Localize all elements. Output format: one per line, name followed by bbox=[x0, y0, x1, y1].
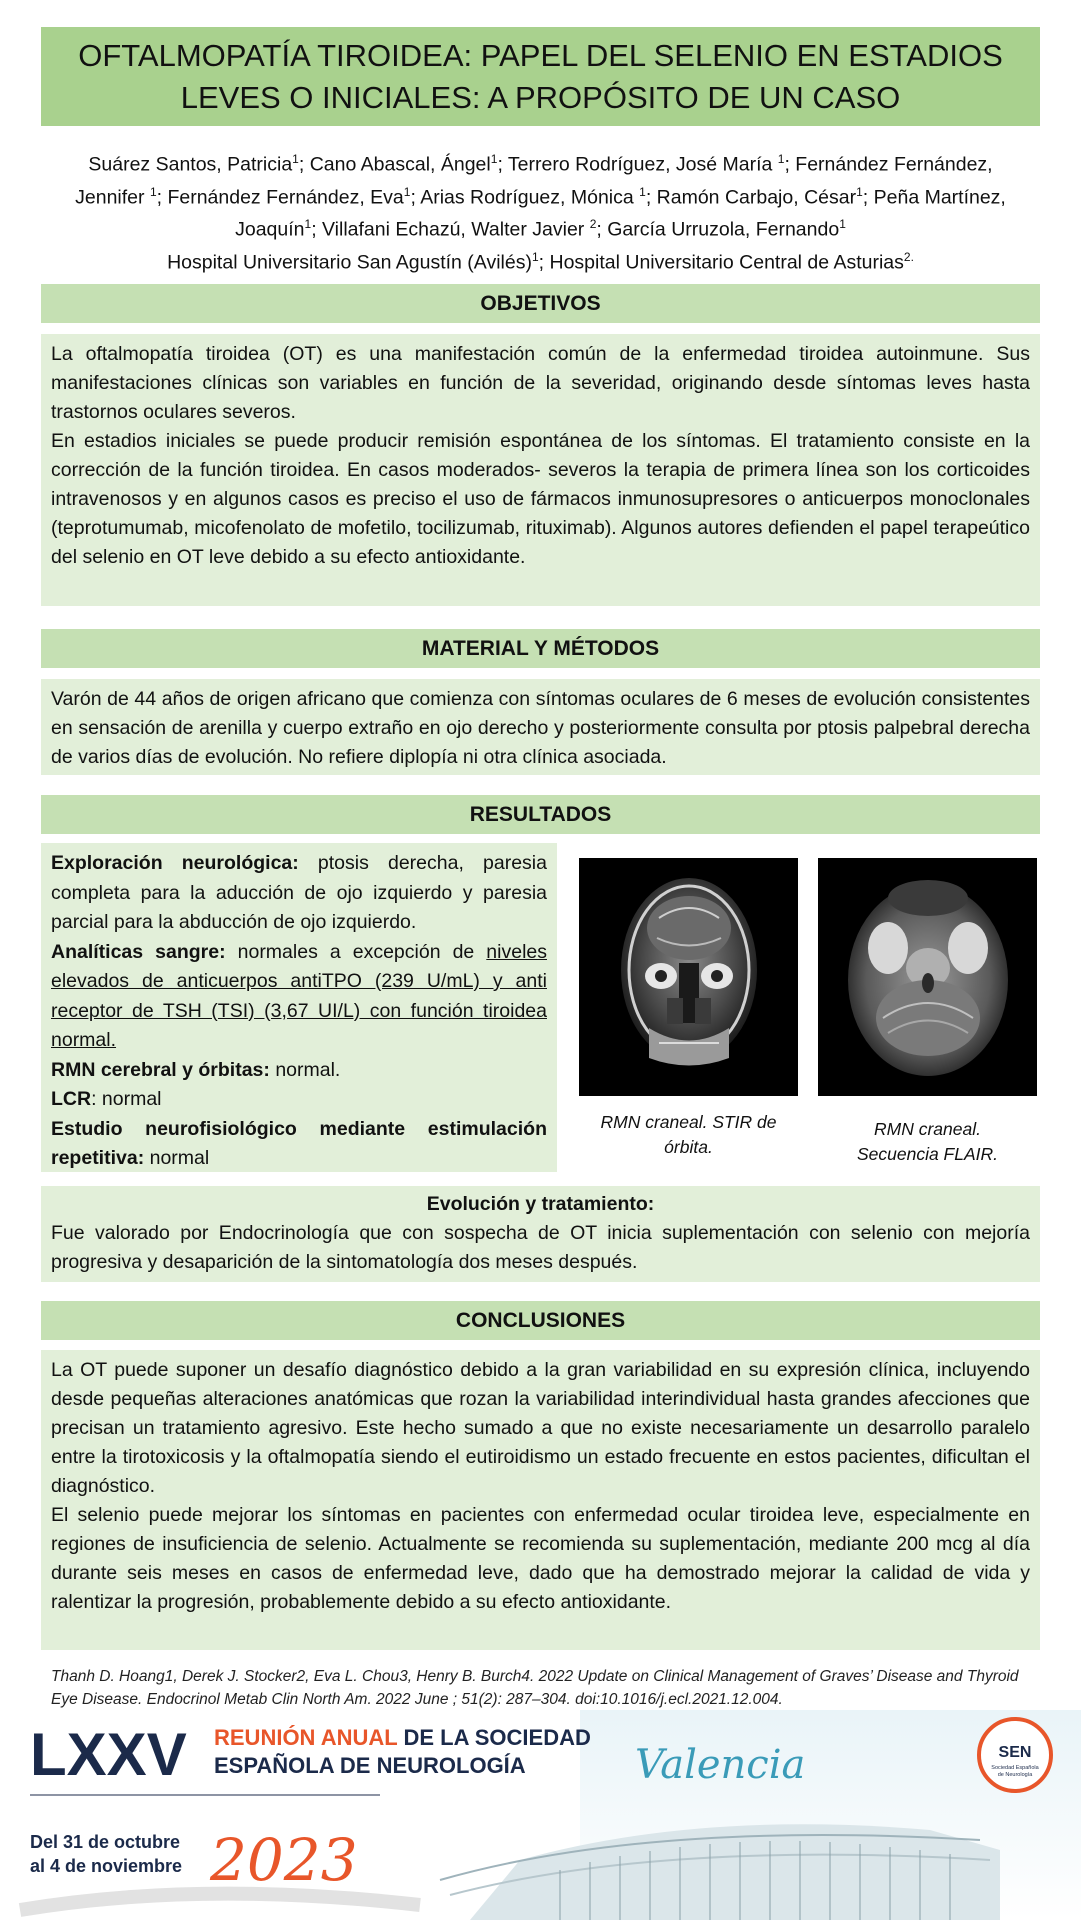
finding-exploracion: Exploración neurológica: ptosis derecha, paresia completa para la aducción de ojo izquierdo y paresia parcial para la abducción de ojo izquierdo. bbox=[51, 852, 547, 933]
finding-lcr: LCR: normal bbox=[51, 1088, 162, 1110]
finding-neurofisiologico: Estudio neurofisiológico mediante estimulación repetitiva: normal bbox=[51, 1117, 547, 1169]
mri-flair-image bbox=[818, 858, 1037, 1096]
congress-banner bbox=[0, 1710, 1081, 1920]
author: Suárez Santos, Patricia bbox=[88, 153, 293, 176]
banner-artwork bbox=[0, 1710, 1081, 1920]
conclusiones-box bbox=[41, 1350, 1040, 1650]
author: ; Peña Martínez, Joaquín bbox=[235, 186, 1006, 241]
title-line-2: LEVES O INICIALES: A PROPÓSITO DE UN CASO bbox=[180, 79, 901, 115]
author: ; Ramón Carbajo, César bbox=[645, 186, 857, 208]
evolucion-heading: Evolución y tratamiento: bbox=[426, 1193, 655, 1215]
evolucion-box bbox=[41, 1186, 1040, 1282]
finding-rmn: RMN cerebral y órbitas: normal. bbox=[51, 1058, 341, 1081]
paragraph: Varón de 44 años de origen africano que comienza con síntomas oculares de 6 meses de evolución consistentes en sensación de arenilla y cuerpo extraño en ojo derecho y posteriormente consulta por ptosis palpebral derecha de varios días de evolución. No refiere diplopía ni otra clínica asociada. bbox=[51, 688, 1030, 768]
section-heading-material: MATERIAL Y MÉTODOS bbox=[41, 629, 1040, 668]
banner-city: Valencia bbox=[635, 1742, 806, 1788]
paragraph: El selenio puede mejorar los síntomas en pacientes con enfermedad ocular tiroidea leve, especialmente en regiones de insuficiencia de selenio. Actualmente se recomienda su suplementación, mediante 200 mcg al día durante seis meses en casos de enfermedad leve, dado que ha demostrado mejorar la calidad de vida y ralentizar la progresión, probablemente debido a su efecto antioxidante. bbox=[51, 1504, 1030, 1613]
author: ; García Urruzola, Fernando bbox=[596, 218, 840, 241]
svg-text:SEN: SEN bbox=[998, 1744, 1032, 1761]
author: ; Villafani Echazú, Walter Javier bbox=[311, 218, 590, 241]
author: ; Fernández Fernández, Eva bbox=[156, 186, 404, 208]
banner-roman-numeral: LXXV bbox=[30, 1721, 187, 1788]
paragraph: La oftalmopatía tiroidea (OT) es una manifestación común de la enfermedad tiroidea autoinmune. Sus manifestaciones clínicas son variables en función de la severidad, originando desde síntomas leves hasta trastornos oculares severos. bbox=[51, 343, 1030, 423]
resultados-box bbox=[41, 843, 557, 1172]
section-heading-conclusiones: CONCLUSIONES bbox=[41, 1301, 1040, 1340]
svg-text:REUNIÓN ANUAL DE LA SOCIEDAD: REUNIÓN ANUAL DE LA SOCIEDAD bbox=[214, 1725, 591, 1750]
svg-text:de Neurología: de Neurología bbox=[997, 1772, 1033, 1778]
caption-stir: RMN craneal. STIR de órbita. bbox=[600, 1112, 777, 1157]
banner-dates-1: Del 31 de octubre bbox=[30, 1832, 181, 1852]
author: ; Arias Rodríguez, Mónica bbox=[410, 186, 640, 208]
material-box bbox=[41, 679, 1040, 775]
section-heading-objetivos: OBJETIVOS bbox=[41, 284, 1040, 323]
author: ; Fernández Fernández, Jennifer bbox=[75, 153, 993, 208]
author: ; Cano Abascal, Ángel bbox=[298, 153, 491, 176]
reference: Thanh D. Hoang1, Derek J. Stocker2, Eva L. Chou3, Henry B. Burch4. 2022 Update on Clinical Management of Graves’ Disease and Thyroid Eye Disease. Endocrinol Metab Clin North Am. 2022 June ; 51(2): 287–304. doi:10.1016/j.ecl.2021.12.004. bbox=[51, 1668, 1019, 1708]
banner-year: 2023 bbox=[210, 1826, 358, 1894]
objetivos-box bbox=[41, 334, 1040, 606]
sen-logo bbox=[979, 1719, 1051, 1791]
affiliation: ; Hospital Universitario Central de Asturias bbox=[538, 251, 904, 273]
paragraph: La OT puede suponer un desafío diagnóstico debido a la gran variabilidad en su expresión clínica, incluyendo desde pequeñas alteraciones anatómicas que rozan la variabilidad interindividual hasta grandes afecciones que precisan un tratamiento agresivo. Este hecho sumado a que no existe necesariamente un desarrollo paralelo entre la tirotoxicosis y la oftalmopatía siendo el eutiroidismo un estado frecuente en estos pacientes, dificultan el diagnóstico. bbox=[51, 1359, 1030, 1497]
paragraph: Fue valorado por Endocrinología que con sospecha de OT inicia suplementación con selenio con mejoría progresiva y desaparición de la sintomatología dos meses después. bbox=[51, 1222, 1030, 1273]
section-heading-resultados: RESULTADOS bbox=[41, 795, 1040, 834]
affiliation: Hospital Universitario San Agustín (Avilés) bbox=[167, 251, 532, 273]
author: ; Terrero Rodríguez, José María bbox=[497, 153, 778, 176]
caption-flair: RMN craneal. Secuencia FLAIR. bbox=[856, 1119, 999, 1164]
title-line-1: OFTALMOPATÍA TIROIDEA: PAPEL DEL SELENIO EN ESTADIOS bbox=[78, 37, 1003, 73]
poster-title bbox=[41, 27, 1040, 126]
banner-line-2: ESPAÑOLA DE NEUROLOGÍA bbox=[214, 1753, 526, 1778]
svg-text:Sociedad Española: Sociedad Española bbox=[991, 1765, 1039, 1771]
author-list: Suárez Santos, Patricia$^1$; Cano Abascal, Ángel$^1$; Terrero Rodríguez, José María $^1$; Fernández Fernández, Jennifer $^1$; Fernández Fernández, Eva$^1$; Arias Rodríguez, Mónica $^1$; Ramón Carbajo, César$^1$; Peña Martínez, Joaquín$^1$; Villafani Echazú, Walter Javier $^2$; García Urruzola, Fernando$^1$ Hospital Universitario San Agustín (Avilés)$^1$; Hospital Universitario Central de Asturias$^{2.}$ bbox=[75, 152, 1006, 273]
finding-analiticas: Analíticas sangre: normales a excepción de niveles elevados de anticuerpos antiTPO (239 U/mL) y anti receptor de TSH (TSI) (3,67 UI/L) con función tiroidea normal. bbox=[51, 940, 547, 1051]
mri-stir-orbit-image bbox=[579, 858, 798, 1096]
banner-dates-2: al 4 de noviembre bbox=[30, 1856, 183, 1876]
paragraph: En estadios iniciales se puede producir remisión espontánea de los síntomas. El tratamiento consiste en la corrección de la función tiroidea. En casos moderados- severos la terapia de primera línea son los corticoides intravenosos y en algunos casos es preciso el uso de fármacos inmunosupresores o anticuerpos monoclonales (teprotumumab, micofenolato de mofetilo, tocilizumab, rituximab). Algunos autores defienden el papel terapeútico del selenio en OT leve debido a su efecto antioxidante. bbox=[51, 430, 1030, 568]
